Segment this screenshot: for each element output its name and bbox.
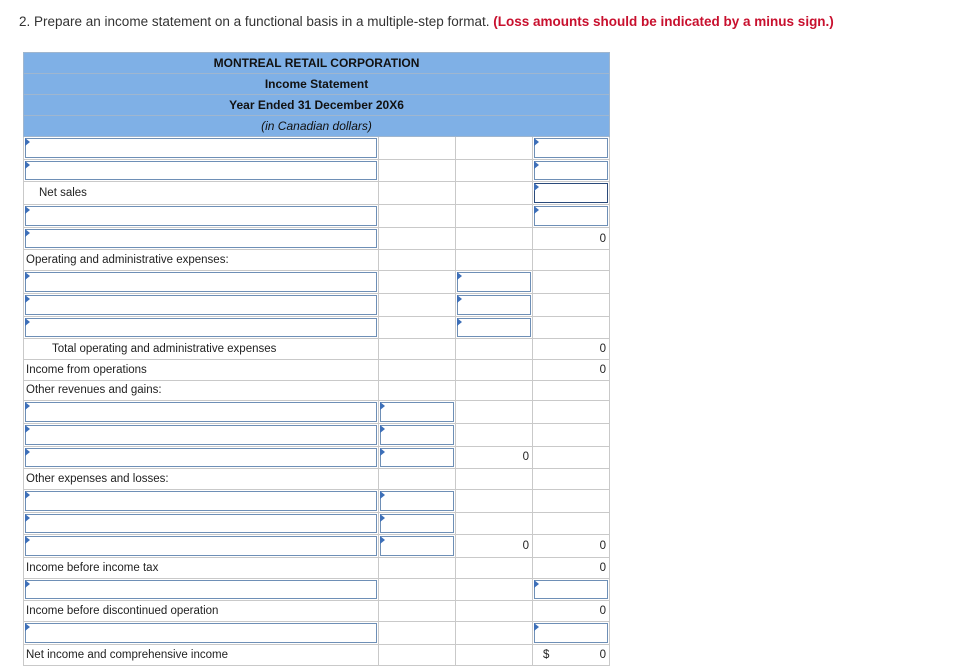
label-dropdown-3[interactable] xyxy=(24,205,379,228)
table-row xyxy=(24,423,610,446)
table-row xyxy=(24,446,610,469)
other-exp-heading: Other expenses and losses: xyxy=(24,469,379,490)
pretax-value: 0 xyxy=(533,558,610,579)
table-row xyxy=(24,339,610,360)
table-row xyxy=(24,359,610,380)
table-row xyxy=(24,490,610,513)
amount-input-2[interactable] xyxy=(533,159,610,182)
table-row xyxy=(24,293,610,316)
tax-label-dropdown[interactable] xyxy=(24,578,379,601)
opex-label-dropdown-3[interactable] xyxy=(24,316,379,339)
table-row xyxy=(24,159,610,182)
income-ops-value: 0 xyxy=(533,359,610,380)
table-row xyxy=(24,137,610,160)
table-row xyxy=(24,558,610,579)
amount-input-1[interactable] xyxy=(533,137,610,160)
net-sales-input[interactable] xyxy=(533,182,610,205)
table-row xyxy=(24,250,610,271)
other-rev-amount-input-3[interactable] xyxy=(379,446,456,469)
table-row xyxy=(24,227,610,250)
income-ops-label: Income from operations xyxy=(24,359,379,380)
question-prompt xyxy=(19,14,834,29)
net-income-value: 0 xyxy=(599,648,607,661)
prompt-text: 2. Prepare an income statement on a functional basis in a multiple-step format. xyxy=(19,14,490,29)
table-row xyxy=(24,469,610,490)
table-row xyxy=(24,644,610,665)
table-row xyxy=(24,578,610,601)
table-row xyxy=(24,535,610,558)
other-rev-label-dropdown-1[interactable] xyxy=(24,401,379,424)
before-disc-value: 0 xyxy=(533,601,610,622)
net-income-label: Net income and comprehensive income xyxy=(24,644,379,665)
pretax-label: Income before income tax xyxy=(24,558,379,579)
other-rev-amount-input-2[interactable] xyxy=(379,423,456,446)
label-dropdown-1[interactable] xyxy=(24,137,379,160)
other-rev-amount-input-1[interactable] xyxy=(379,401,456,424)
opex-amount-input-1[interactable] xyxy=(456,271,533,294)
table-row xyxy=(24,316,610,339)
other-exp-amount-input-1[interactable] xyxy=(379,490,456,513)
other-rev-label-dropdown-2[interactable] xyxy=(24,423,379,446)
opex-total-value: 0 xyxy=(533,339,610,360)
prompt-warning: (Loss amounts should be indicated by a minus sign.) xyxy=(493,14,834,29)
table-row xyxy=(24,512,610,535)
other-rev-heading: Other revenues and gains: xyxy=(24,380,379,401)
other-exp-total: 0 xyxy=(533,535,610,558)
other-exp-label-dropdown-3[interactable] xyxy=(24,535,379,558)
opex-label-dropdown-1[interactable] xyxy=(24,271,379,294)
currency-note: (in Canadian dollars) xyxy=(24,116,610,137)
other-exp-subtotal: 0 xyxy=(456,535,533,558)
disc-label-dropdown[interactable] xyxy=(24,622,379,645)
table-row xyxy=(24,205,610,228)
other-exp-label-dropdown-1[interactable] xyxy=(24,490,379,513)
table-row xyxy=(24,271,610,294)
net-sales-label: Net sales xyxy=(24,182,379,205)
label-dropdown-2[interactable] xyxy=(24,159,379,182)
table-row xyxy=(24,182,610,205)
other-exp-label-dropdown-2[interactable] xyxy=(24,512,379,535)
opex-amount-input-2[interactable] xyxy=(456,293,533,316)
income-statement-table xyxy=(23,52,610,666)
tax-amount-input[interactable] xyxy=(533,578,610,601)
opex-heading: Operating and administrative expenses: xyxy=(24,250,379,271)
table-row xyxy=(24,401,610,424)
other-exp-amount-input-2[interactable] xyxy=(379,512,456,535)
table-row xyxy=(24,622,610,645)
other-rev-subtotal: 0 xyxy=(456,446,533,469)
statement-title: Income Statement xyxy=(24,74,610,95)
statement-period: Year Ended 31 December 20X6 xyxy=(24,95,610,116)
table-row xyxy=(24,380,610,401)
opex-amount-input-3[interactable] xyxy=(456,316,533,339)
other-exp-amount-input-3[interactable] xyxy=(379,535,456,558)
amount-input-3[interactable] xyxy=(533,205,610,228)
label-dropdown-4[interactable] xyxy=(24,227,379,250)
currency-symbol: $ xyxy=(543,648,550,661)
table-row xyxy=(24,601,610,622)
disc-amount-input[interactable] xyxy=(533,622,610,645)
gross-profit-value: 0 xyxy=(533,227,610,250)
opex-label-dropdown-2[interactable] xyxy=(24,293,379,316)
net-income-cell xyxy=(533,644,610,665)
other-rev-label-dropdown-3[interactable] xyxy=(24,446,379,469)
company-name: MONTREAL RETAIL CORPORATION xyxy=(24,53,610,74)
before-disc-label: Income before discontinued operation xyxy=(24,601,379,622)
opex-total-label: Total operating and administrative expenses xyxy=(24,339,379,360)
